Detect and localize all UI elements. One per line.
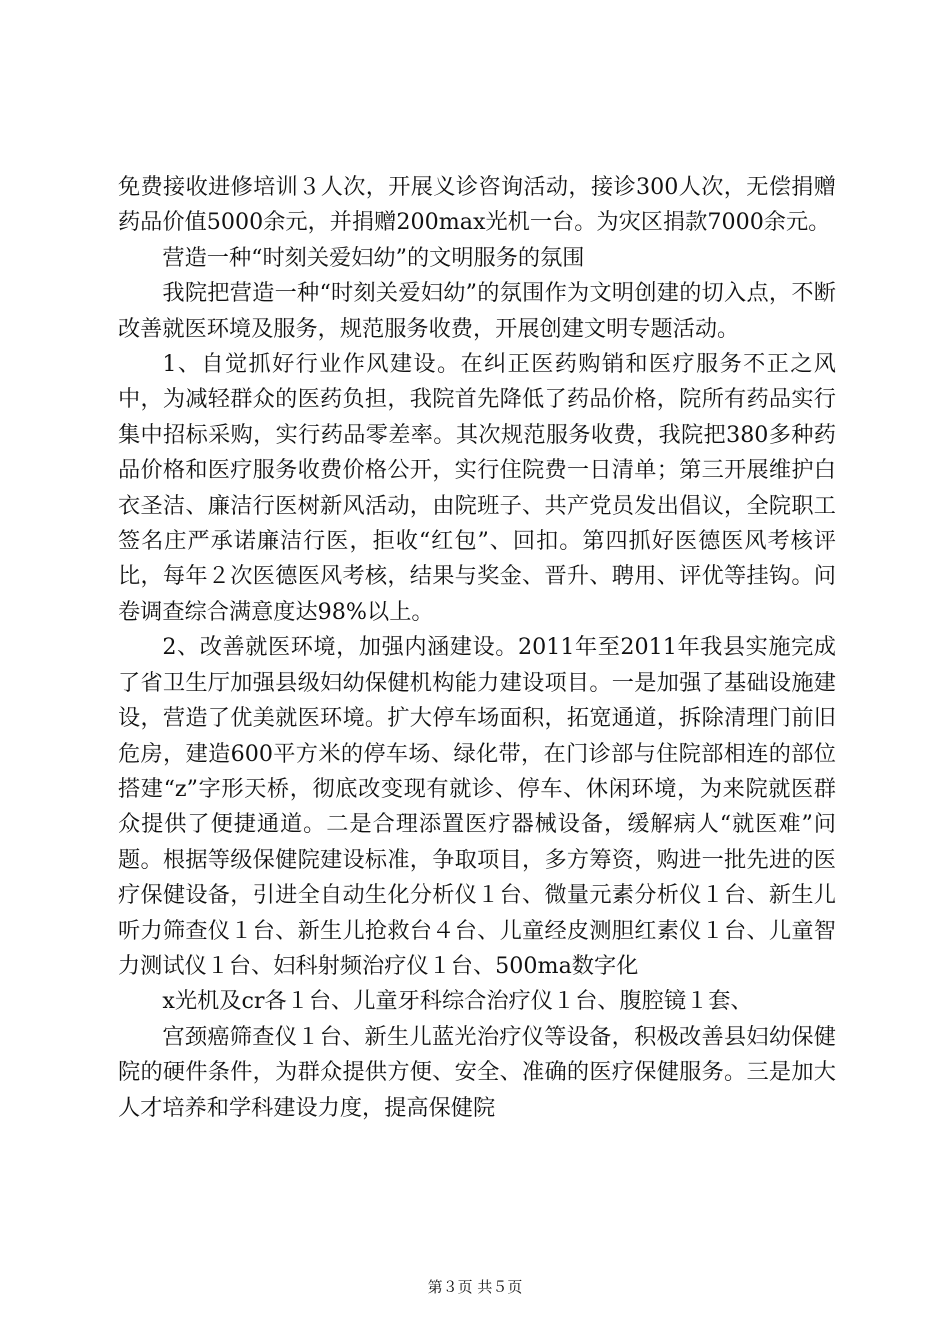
document-body [118, 170, 836, 1126]
page-footer: 第３页 共５页 [427, 1278, 523, 1296]
paragraph-2: 我院把营造一种“时刻关爱妇幼”的氛围作为文明创建的切入点，不断改善就医环境及服务，规范服务收费，开展创建文明专题活动。 [118, 280, 836, 342]
section-heading: 营造一种“时刻关爱妇幼”的文明服务的氛围 [162, 244, 585, 271]
paragraph-1: 免费接收进修培训３人次，开展义诊咨询活动，接诊300人次，无偿捐赠药品价值5000余元，并捐赠200max光机一台。为灾区捐款7000余元。 [118, 174, 836, 236]
paragraph-6: 宫颈癌筛查仪１台、新生儿蓝光治疗仪等设备，积极改善县妇幼保健院的硬件条件，为群众提供方便、安全、准确的医疗保健服务。三是加大人才培养和学科建设力度，提高保健院 [118, 1023, 836, 1121]
paragraph-3: 1、自觉抓好行业作风建设。在纠正医药购销和医疗服务不正之风中，为减轻群众的医药负担，我院首先降低了药品价格，院所有药品实行集中招标采购，实行药品零差率。其次规范服务收费，我院把380多种药品价格和医疗服务收费价格公开，实行住院费一日清单；第三开展维护白衣圣洁、廉洁行医树新风活动，由院班子、共产党员发出倡议，全院职工签名庄严承诺廉洁行医，拒收“红包”、回扣。第四抓好医德医风考核评比，每年２次医德医风考核，结果与奖金、晋升、聘用、评优等挂钩。问卷调查综合满意度达98%以上。 [118, 351, 836, 625]
paragraph-5: x光机及cr各１台、儿童牙科综合治疗仪１台、腹腔镜１套、 [162, 988, 753, 1015]
paragraph-4: 2、改善就医环境，加强内涵建设。2011年至2011年我县实施完成了省卫生厅加强县级妇幼保健机构能力建设项目。一是加强了基础设施建设，营造了优美就医环境。扩大停车场面积，拓宽通道，拆除清理门前旧危房，建造600平方米的停车场、绿化带，在门诊部与住院部相连的部位搭建“z”字形天桥，彻底改变现有就诊、停车、休闲环境，为来院就医群众提供了便捷通道。二是合理添置医疗器械设备，缓解病人“就医难”问题。根据等级保健院建设标准，争取项目，多方筹资，购进一批先进的医疗保健设备，引进全自动生化分析仪１台、微量元素分析仪１台、新生儿听力筛查仪１台、新生儿抢救台４台、儿童经皮测胆红素仪１台、儿童智力测试仪１台、妇科射频治疗仪１台、500ma数字化 [118, 634, 836, 979]
